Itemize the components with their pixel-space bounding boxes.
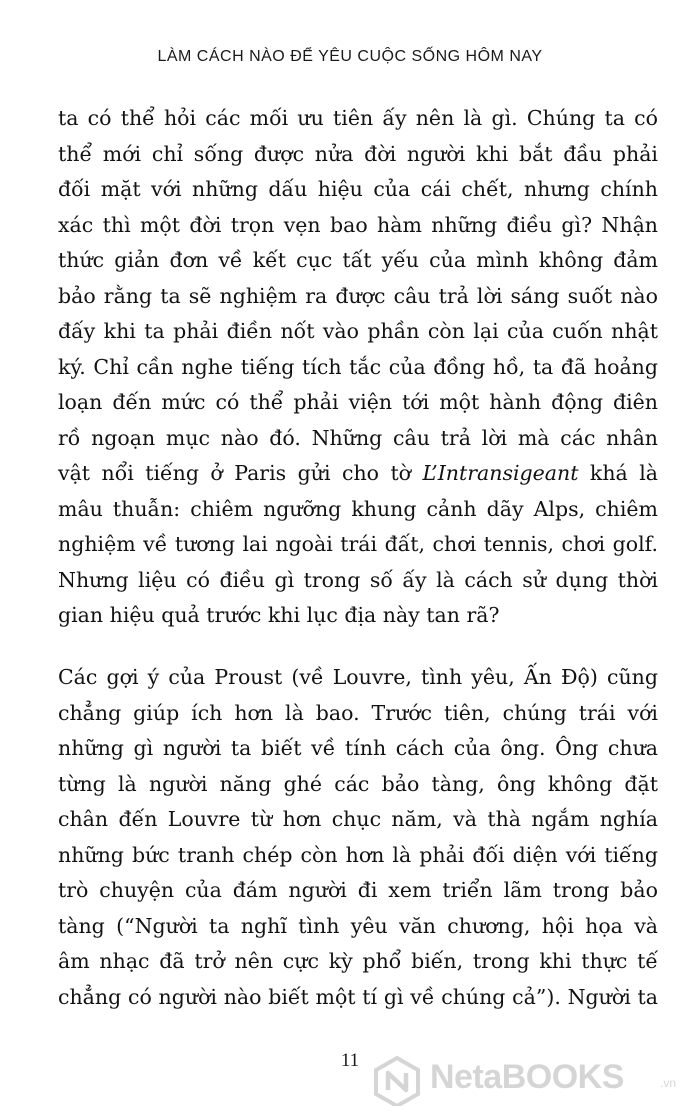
text-line: trò chuyện của đám người đi xem triển lãm trong bảo — [58, 878, 658, 902]
text-line: Nhưng liệu có điều gì trong số ấy là cách sử dụng thời — [58, 567, 658, 592]
text-line: ta có thể hỏi các mối ưu tiên ấy nên là gì. Chúng ta có — [58, 106, 658, 130]
paragraph-2 — [58, 660, 658, 1015]
watermark-suffix: .vn — [660, 1076, 677, 1090]
text-line: nghiệm về tương lai ngoài trái đất, chơi tennis, chơi golf. — [58, 532, 658, 556]
text-segment: khá là — [578, 461, 658, 485]
text-line: những gì người ta biết về tính cách của ông. Ông chưa — [58, 736, 658, 760]
newspaper-title: L’Intransigeant — [422, 461, 579, 485]
running-header — [0, 48, 700, 66]
watermark-brand: NetaBOOKS — [430, 1058, 624, 1096]
text-line: chẳng giúp ích hơn là bao. Trước tiên, chúng trái với — [58, 700, 658, 725]
text-line: chân đến Louvre từ hơn chục năm, và thà ngắm nghía — [58, 807, 658, 831]
book-title: LÀM CÁCH NÀO ĐỂ YÊU CUỘC SỐNG HÔM NAY — [157, 48, 543, 65]
text-segment: vật nổi tiếng ở Paris gửi cho tờ — [58, 461, 423, 485]
text-line: loạn đến mức có thể phải viện tới một hành động điên — [58, 390, 658, 414]
paragraph-1 — [58, 101, 658, 634]
text-line: từng là người năng ghé các bảo tàng, ông không đặt — [58, 771, 658, 796]
text-line: bảo rằng ta sẽ nghiệm ra được câu trả lời sáng suốt nào — [58, 283, 658, 308]
text-line: thể mới chỉ sống được nửa đời người khi bắt đầu phải — [58, 141, 658, 166]
text-line: đấy khi ta phải điền nốt vào phần còn lại của cuốn nhật — [58, 319, 658, 343]
text-line: rồ ngoạn mục nào đó. Những câu trả lời mà các nhân — [58, 425, 658, 450]
text-line: những bức tranh chép còn hơn là phải đối diện với tiếng — [58, 842, 658, 867]
text-line: Các gợi ý của Proust (về Louvre, tình yêu, Ấn Độ) cũng — [58, 665, 658, 689]
text-line: gian hiệu quả trước khi lục địa này tan rã? — [58, 603, 500, 627]
text-line: xác thì một đời trọn vẹn bao hàm những điều gì? Nhận — [58, 212, 658, 237]
text-line: tàng (“Người ta nghĩ tình yêu văn chương, hội họa và — [58, 913, 658, 938]
text-line: chẳng có người nào biết một tí gì về chúng cả”). Người ta — [58, 984, 658, 1009]
watermark — [372, 1052, 698, 1108]
text-line: đối mặt với những dấu hiệu của cái chết, nhưng chính — [58, 177, 658, 201]
text-line: thức giản đơn về kết cục tất yếu của mình không đảm — [58, 248, 658, 272]
netabooks-logo-icon — [372, 1056, 422, 1106]
text-line: mâu thuẫn: chiêm ngưỡng khung cảnh dãy Alps, chiêm — [58, 496, 658, 521]
page-number-text: 11 — [340, 1050, 360, 1071]
text-line-with-italic — [58, 456, 658, 492]
text-line: ký. Chỉ cần nghe tiếng tích tắc của đồng hồ, ta đã hoảng — [58, 354, 658, 379]
text-line: âm nhạc đã trở nên cực kỳ phổ biến, trong khi thực tế — [58, 949, 658, 973]
